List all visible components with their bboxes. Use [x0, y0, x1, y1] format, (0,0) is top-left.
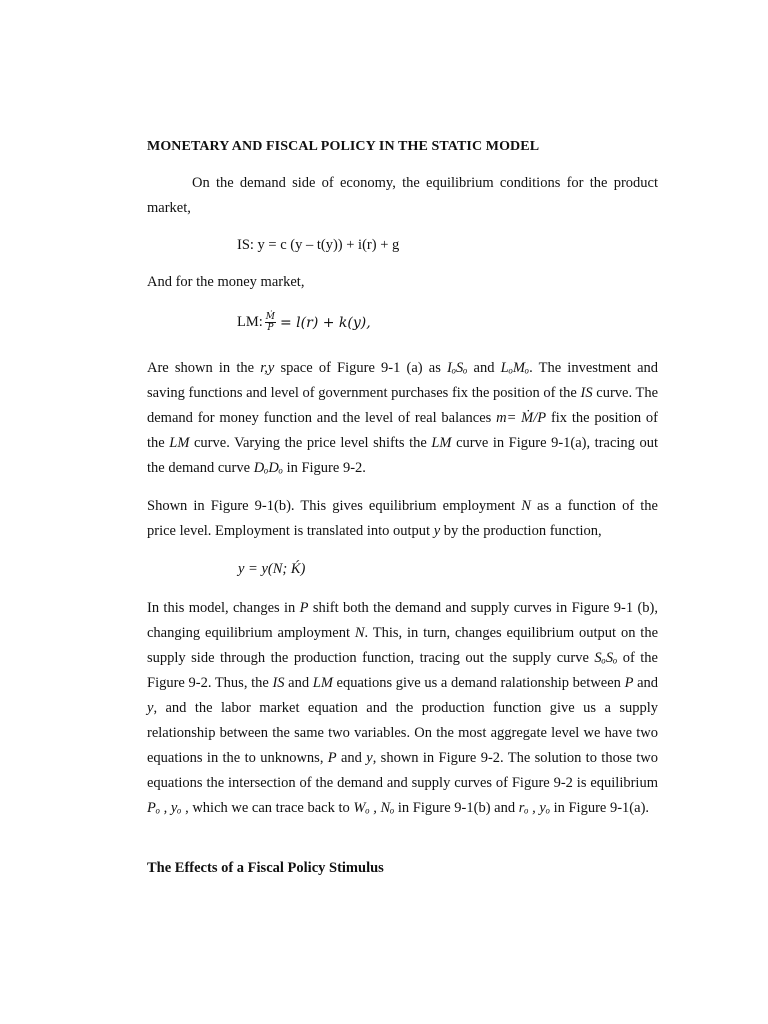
italic-term: N: [354, 625, 365, 641]
equation-is: IS: y = c (y – t(y)) + i(r) + g: [237, 237, 400, 253]
paragraph-demand-side: [147, 171, 658, 221]
paragraph-money-market: And for the money market,: [147, 274, 305, 290]
italic-term: Wₒ , Nₒ: [353, 800, 395, 816]
italic-term: N: [521, 498, 531, 514]
italic-term: Pₒ , yₒ: [147, 800, 182, 816]
italic-term: IS: [580, 385, 593, 401]
italic-term: P: [327, 750, 337, 766]
equation-lm-fraction: [265, 312, 276, 333]
italic-term: y: [366, 750, 373, 766]
equation-lm: [237, 312, 371, 333]
italic-term: SₒSₒ: [594, 650, 618, 666]
italic-term: IₒSₒ: [447, 360, 468, 376]
equation-lm-rhs: = l(r) + k(y),: [280, 314, 371, 331]
italic-term: P: [299, 600, 309, 616]
equation-lm-label: LM:: [237, 314, 263, 330]
document-title: MONETARY AND FISCAL POLICY IN THE STATIC MODEL: [147, 139, 540, 154]
italic-term: rₒ , yₒ: [518, 800, 550, 816]
equation-lm-denominator: P: [267, 323, 274, 333]
italic-term: LM: [169, 435, 190, 451]
italic-term: LM: [431, 435, 452, 451]
italic-term: IS: [272, 675, 285, 691]
section-heading-fiscal-stimulus: The Effects of a Fiscal Policy Stimulus: [147, 860, 384, 876]
paragraph-employment: Shown in Figure 9-1(b). This gives equilibrium employment N as a function of the price level. Employment is translated into output y by the production function,: [147, 498, 658, 539]
equation-lm-numerator: Ṁ: [265, 312, 275, 322]
equation-production-function: y = y(N; Ḱ): [238, 561, 306, 577]
italic-term: y: [147, 700, 154, 716]
italic-term: y: [433, 523, 441, 539]
italic-term: m= Ṁ/P: [496, 410, 547, 426]
italic-term: LM: [312, 675, 333, 691]
italic-term: LₒMₒ: [500, 360, 530, 376]
italic-term: r,y: [260, 360, 275, 376]
paragraph-model-changes: In this model, changes in P shift both the demand and supply curves in Figure 9-1 (b), changing equilibrium amployment N. This, in turn, changes equilibrium output on the supply side through the production function, tracing out the supply curve SₒSₒ of the Figure 9-2. Thus, the IS and LM equations give us a demand ralationship between P and y, and the labor market equation and the production function give us a supply relationship between the same two variables. On the most aggregate level we have two equations in the to unknowns, P and y, shown in Figure 9-2. The solution to those two equations the intersection of the demand and supply curves of Figure 9-2 is equilibrium Pₒ , yₒ , which we can trace back to Wₒ , Nₒ in Figure 9-1(b) and rₒ , yₒ in Figure 9-1(a).: [147, 600, 659, 816]
paragraph-figure-9-1: Are shown in the r,y space of Figure 9-1 (a) as IₒSₒ and LₒMₒ. The investment and saving functions and level of government purchases fix the position of the IS curve. The demand for money function and the level of real balances m= Ṁ/P fix the position of the LM curve. Varying the price level shifts the LM curve in Figure 9-1(a), tracing out the demand curve DₒDₒ in Figure 9-2.: [147, 360, 659, 476]
italic-term: DₒDₒ: [253, 460, 283, 476]
paragraph-demand-side-text: On the demand side of economy, the equilibrium conditions for the product market,: [147, 175, 658, 216]
italic-term: P: [624, 675, 634, 691]
